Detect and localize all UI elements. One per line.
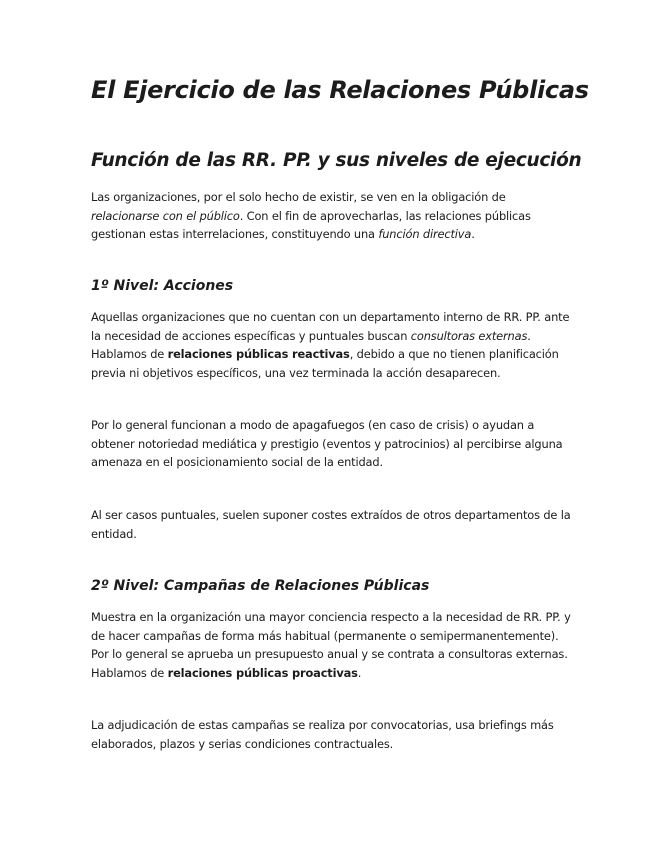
level2-p1-strong: relaciones públicas proactivas — [167, 666, 358, 681]
level1-paragraph-3: Al ser casos puntuales, suelen suponer costes extraídos de otros departamentos de la entidad. — [91, 508, 571, 541]
intro-paragraph — [91, 188, 571, 244]
level1-paragraph-1 — [91, 308, 571, 383]
intro-text-3: . — [471, 227, 475, 242]
level1-p1-text-3: , debido a que no tienen planificación previa ni objetivos específicos, una vez terminada la acción desaparecen. — [91, 347, 559, 381]
level1-p1-strong: relaciones públicas reactivas — [167, 347, 350, 362]
document-title: El Ejercicio de las Relaciones Públicas — [91, 76, 589, 104]
level2-p1-text-2: . — [357, 666, 362, 681]
intro-emphasis-1: relacionarse con el público — [91, 208, 240, 223]
level1-heading: 1º Nivel: Acciones — [91, 278, 234, 294]
level1-p1-text-2: . Hablamos de — [91, 328, 531, 362]
level1-p1-text-1: Aquellas organizaciones que no cuentan con un departamento interno de RR. PP. ante la necesidad de acciones específicas y puntuales buscan — [91, 310, 570, 343]
level1-paragraph-2: Por lo general funcionan a modo de apagafuegos (en caso de crisis) o ayudan a obtener notoriedad mediática y prestigio (eventos y patrocinios) al percibirse alguna amenaza en el posicionamiento social de la entidad. — [91, 418, 563, 470]
section-heading: Función de las RR. PP. y sus niveles de ejecución — [91, 150, 582, 171]
intro-text-1: Las organizaciones, por el solo hecho de existir, se ven en la obligación de — [91, 190, 506, 204]
level2-paragraph-1 — [91, 608, 571, 683]
level2-p1-text-1: Muestra en la organización una mayor conciencia respecto a la necesidad de RR. PP. y de hacer campañas de forma más habitual (permanente o semipermanentemente). Por lo general se aprueba un presupuesto anual y se contrata a consultoras externas. Hablamos de — [91, 610, 571, 681]
level1-p1-emphasis: consultoras externas — [410, 328, 528, 343]
level2-paragraph-2: La adjudicación de estas campañas se realiza por convocatorias, usa briefings más elaborados, plazos y serias condiciones contractuales. — [91, 718, 554, 751]
intro-text-2: . Con el fin de aprovecharlas, las relaciones públicas gestionan estas interrelaciones, constituyendo una — [91, 208, 531, 242]
intro-emphasis-2: función directiva — [378, 227, 472, 242]
level2-heading: 2º Nivel: Campañas de Relaciones Públicas — [91, 578, 430, 594]
